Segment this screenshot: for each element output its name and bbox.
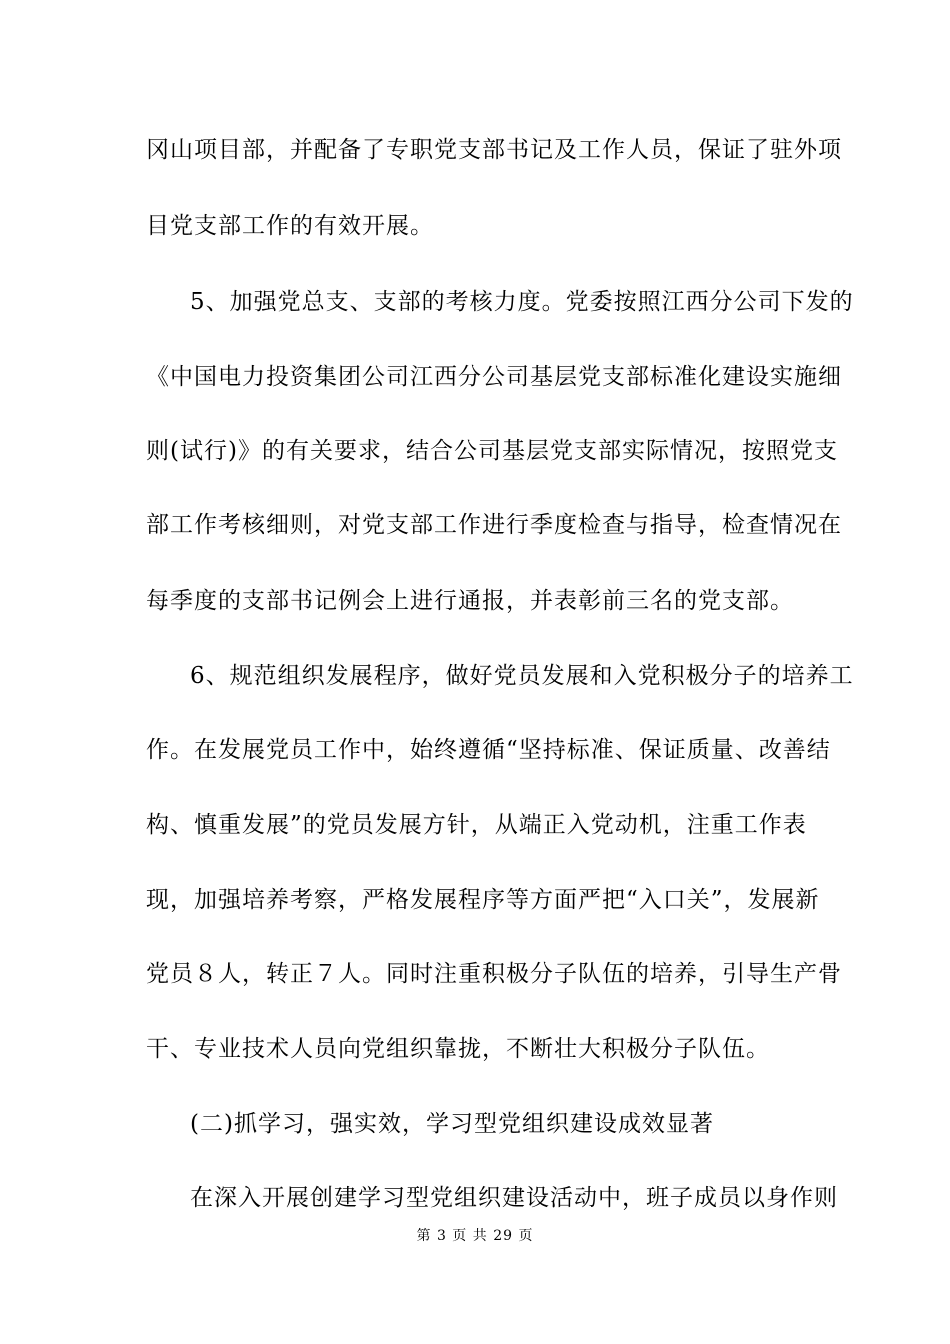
paragraph-line: 冈山项目部，并配备了专职党支部书记及工作人员，保证了驻外项 xyxy=(146,137,842,163)
paragraph-line: 在深入开展创建学习型党组织建设活动中，班子成员以身作则 xyxy=(190,1185,838,1211)
paragraph-line: 作。在发展党员工作中，始终遵循“坚持标准、保证质量、改善结 xyxy=(146,737,831,763)
paragraph-line: 部工作考核细则，对党支部工作进行季度检查与指导，检查情况在 xyxy=(146,512,842,538)
paragraph-line: 6、规范组织发展程序，做好党员发展和入党积极分子的培养工 xyxy=(190,663,854,689)
paragraph-line: 构、慎重发展”的党员发展方针，从端正入党动机，注重工作表 xyxy=(146,812,807,838)
paragraph-line: 干、专业技术人员向党组织靠拢，不断壮大积极分子队伍。 xyxy=(146,1036,770,1062)
paragraph-line: 党员８人，转正７人。同时注重积极分子队伍的培养，引导生产骨 xyxy=(146,961,842,987)
paragraph-line: 5、加强党总支、支部的考核力度。党委按照江西分公司下发的 xyxy=(190,289,854,315)
paragraph-line: 目党支部工作的有效开展。 xyxy=(146,213,434,239)
paragraph-line: 《中国电力投资集团公司江西分公司基层党支部标准化建设实施细 xyxy=(146,364,842,390)
paragraph-line: 现，加强培养考察，严格发展程序等方面严把“入口关”，发展新 xyxy=(146,887,820,913)
section-heading: (二)抓学习，强实效，学习型党组织建设成效显著 xyxy=(190,1111,714,1137)
paragraph-line: 每季度的支部书记例会上进行通报，并表彰前三名的党支部。 xyxy=(146,588,794,614)
page-number-footer: 第 3 页 共 29 页 xyxy=(416,1228,534,1244)
paragraph-line: 则(试行)》的有关要求，结合公司基层党支部实际情况，按照党支 xyxy=(146,438,838,464)
